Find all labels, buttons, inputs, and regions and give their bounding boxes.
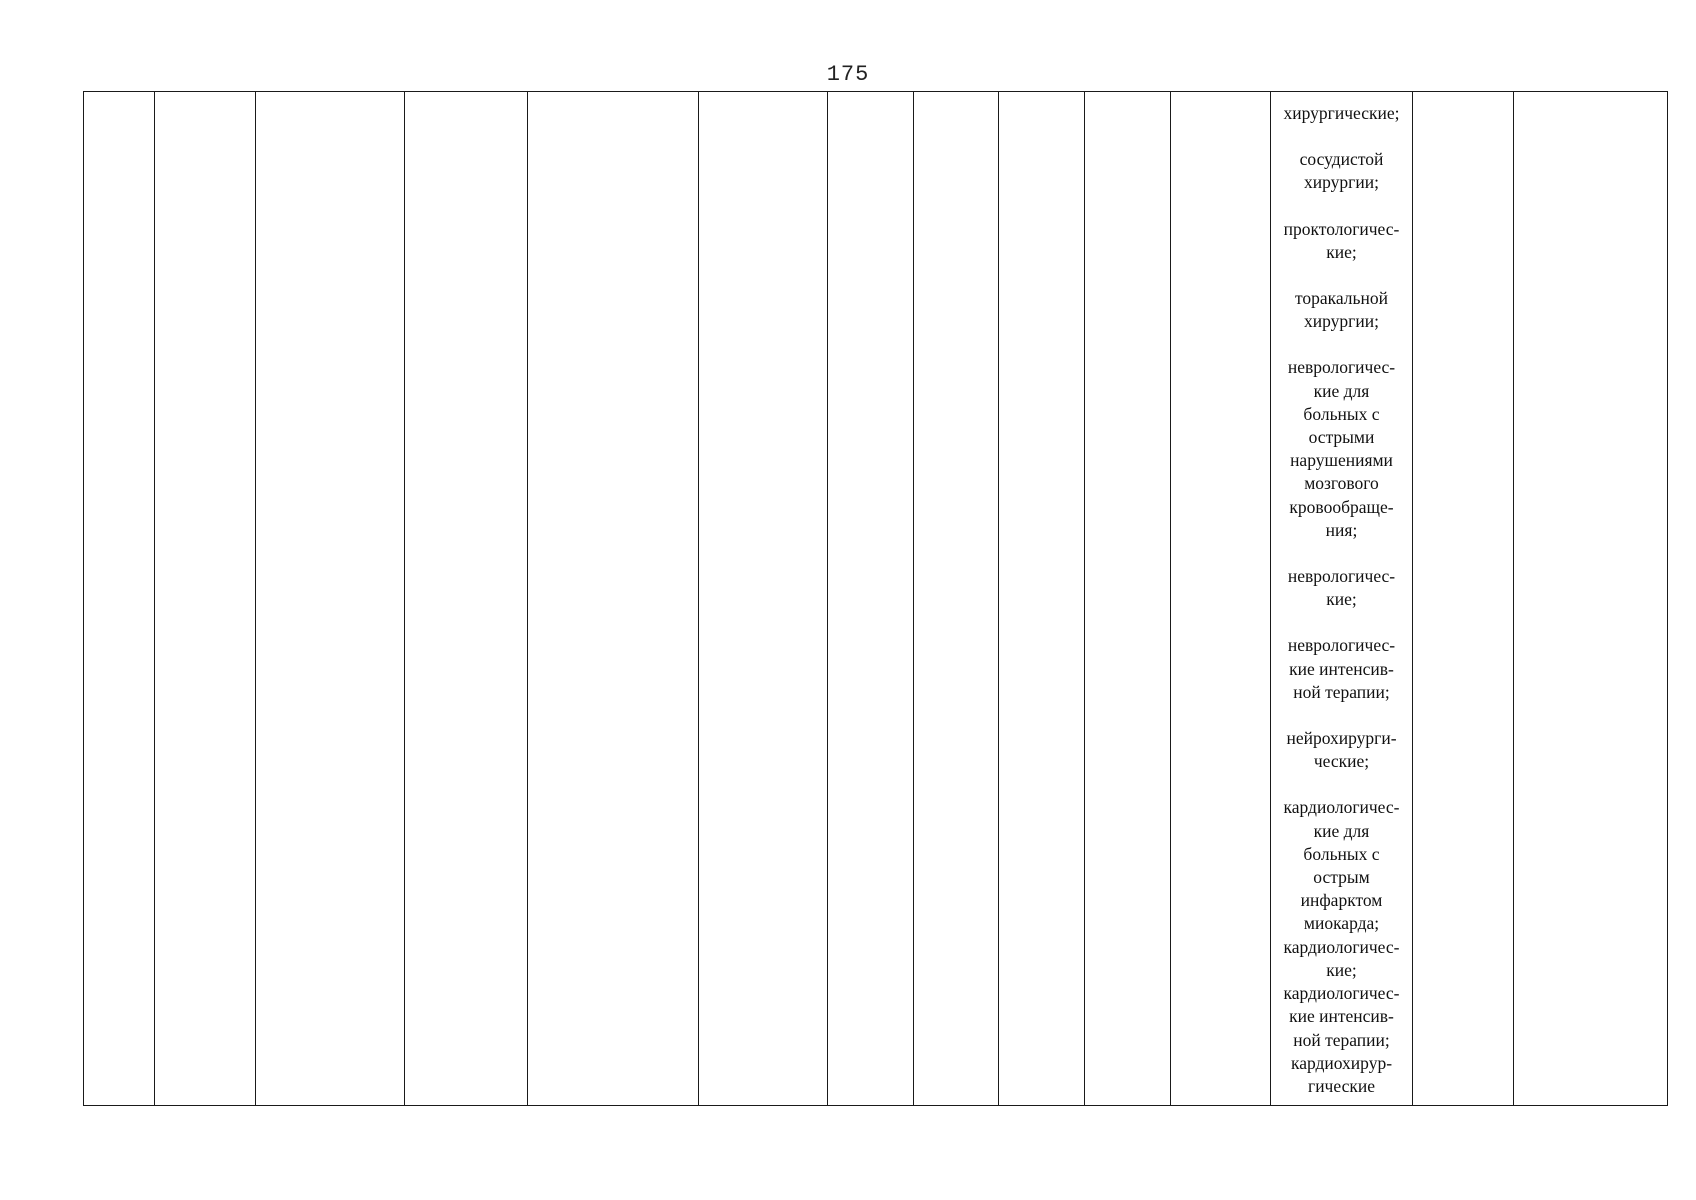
- table-cell-13: [1413, 92, 1514, 1106]
- list-item: торакальной хирургии;: [1294, 288, 1389, 332]
- table-cell-3: [256, 92, 405, 1106]
- list-item: неврологичес- кие для больных с острыми нарушениями мозгового кровообраще- ния;: [1287, 357, 1396, 540]
- list-item: кардиологичес- кие интенсив- ной терапии;: [1283, 983, 1400, 1050]
- list-item: нейрохирурги- ческие;: [1286, 728, 1397, 772]
- table-cell-4: [405, 92, 528, 1106]
- bed-profile-list: [1271, 92, 1412, 1098]
- list-item: проктологичес- кие;: [1283, 218, 1400, 262]
- table-cell-1: [84, 92, 155, 1106]
- list-item: неврологичес- кие интенсив- ной терапии;: [1287, 635, 1396, 702]
- table-cell-2: [155, 92, 256, 1106]
- table-cell-7: [828, 92, 914, 1106]
- document-table: [83, 91, 1668, 1106]
- list-item: кардиохирур- гические: [1290, 1052, 1393, 1096]
- table-row: [84, 92, 1668, 1106]
- table-cell-5: [528, 92, 699, 1106]
- table-cell-8: [914, 92, 999, 1106]
- table-cell-11: [1171, 92, 1271, 1106]
- list-item: неврологичес- кие;: [1287, 566, 1396, 610]
- table-cell-14: [1514, 92, 1668, 1106]
- page-number: 175: [826, 62, 870, 87]
- list-item: кардиологичес- кие;: [1283, 936, 1400, 980]
- list-item: сосудистой хирургии;: [1299, 149, 1384, 193]
- list-item: хирургические;: [1283, 103, 1400, 123]
- table-cell-6: [699, 92, 828, 1106]
- table-cell-9: [999, 92, 1085, 1106]
- bed-profile-cell: [1271, 92, 1413, 1106]
- list-item: кардиологичес- кие для больных с острым инфарктом миокарда;: [1283, 797, 1400, 934]
- table-cell-10: [1085, 92, 1171, 1106]
